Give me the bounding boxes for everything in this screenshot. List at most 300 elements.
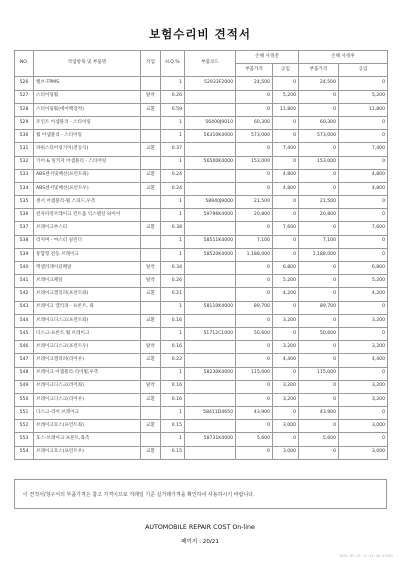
- cell-after-labor: 0: [339, 130, 388, 143]
- table-row: [15, 90, 388, 103]
- notice-text: 이 견적서/청구서의 부품가격은 참고 가격이므로 거래일 기준 실거래가격을 확인하여 사용하시기 바랍니다.: [23, 491, 255, 498]
- cell-no: 549: [15, 380, 34, 393]
- cell-part-code: 59796K4000: [185, 209, 236, 222]
- cell-work: [141, 407, 161, 420]
- cell-no: 537: [15, 222, 34, 235]
- cell-hq: 1: [161, 130, 185, 143]
- cell-part-code: 51712C1000: [185, 327, 236, 340]
- header-before-parts: 부품가격: [236, 64, 273, 77]
- cell-after-parts: 1,188,000: [299, 248, 339, 261]
- cell-item: 호스-브레이크 프론트,좌측: [34, 433, 141, 446]
- cell-after-labor: 11,800: [339, 103, 388, 116]
- cell-before-labor: 5,200: [273, 90, 299, 103]
- cell-item: 리저버 - 마스터 실린더: [34, 235, 141, 248]
- cell-after-labor: 3,200: [339, 380, 388, 393]
- cell-before-labor: 0: [273, 248, 299, 261]
- cell-work: [141, 209, 161, 222]
- cell-part-code: [185, 288, 236, 301]
- cell-after-parts: 0: [299, 169, 339, 182]
- cell-hq: 0.22: [161, 354, 185, 367]
- table-row: [15, 248, 388, 261]
- cell-hq: 0.16: [161, 393, 185, 406]
- cell-hq: 1: [161, 248, 185, 261]
- cell-item: 브레이크디스크(프런트좌): [34, 314, 141, 327]
- cell-part-code: [185, 380, 236, 393]
- cell-after-parts: 43,900: [299, 407, 339, 420]
- table-row: [15, 420, 388, 433]
- cell-work: 탈착: [141, 90, 161, 103]
- cell-part-code: [185, 90, 236, 103]
- cell-after-parts: 0: [299, 90, 339, 103]
- header-before-group: 손해 사정전: [236, 51, 299, 64]
- cell-no: 541: [15, 275, 34, 288]
- cell-after-parts: 50,600: [299, 327, 339, 340]
- cell-before-parts: 7,100: [236, 235, 273, 248]
- cell-hq: 0.24: [161, 169, 185, 182]
- cell-before-parts: 60,300: [236, 116, 273, 129]
- cell-after-parts: 21,500: [299, 196, 339, 209]
- cell-no: 535: [15, 196, 34, 209]
- cell-after-parts: 7,100: [299, 235, 339, 248]
- cell-part-code: [185, 169, 236, 182]
- cell-after-labor: 0: [339, 367, 388, 380]
- cell-after-labor: 0: [339, 77, 388, 90]
- cell-hq: 0.59: [161, 103, 185, 116]
- cell-item: 기어 & 링키지 어셈블리 - 스티어링: [34, 156, 141, 169]
- cell-before-parts: 0: [236, 143, 273, 156]
- cell-before-labor: 3,200: [273, 314, 299, 327]
- cell-after-labor: 0: [339, 196, 388, 209]
- cell-item: 조인트 어셈블리 - 스티어링: [34, 116, 141, 129]
- cell-item: 브레이크캘리퍼(리어우): [34, 354, 141, 367]
- table-row: [15, 354, 388, 367]
- cell-part-code: [185, 314, 236, 327]
- cell-before-labor: 0: [273, 407, 299, 420]
- cell-item: 통합형 전동 브레이크: [34, 248, 141, 261]
- cell-no: 554: [15, 446, 34, 459]
- cell-hq: 0.38: [161, 222, 185, 235]
- cell-after-labor: 0: [339, 301, 388, 314]
- cell-before-parts: 0: [236, 275, 273, 288]
- cell-after-labor: 0: [339, 407, 388, 420]
- cell-part-code: [185, 103, 236, 116]
- cell-item: ABS센서및배선(프런트우): [34, 182, 141, 195]
- cell-before-labor: 4,800: [273, 182, 299, 195]
- table-row: [15, 380, 388, 393]
- cell-before-labor: 0: [273, 156, 299, 169]
- cell-before-labor: 4,400: [273, 354, 299, 367]
- cell-item: 파워스티어링기어(전동식): [34, 143, 141, 156]
- cell-before-parts: 0: [236, 90, 273, 103]
- cell-work: [141, 156, 161, 169]
- cell-item: 디스크-프론트 휠 브레이크: [34, 327, 141, 340]
- cell-no: 530: [15, 130, 34, 143]
- cell-after-parts: 0: [299, 314, 339, 327]
- cell-before-labor: 0: [273, 367, 299, 380]
- cell-after-parts: 115,000: [299, 367, 339, 380]
- cell-part-code: [185, 182, 236, 195]
- cell-hq: 0.21: [161, 288, 185, 301]
- cell-work: 탈착: [141, 262, 161, 275]
- cell-before-parts: 20,800: [236, 209, 273, 222]
- cell-before-parts: 115,000: [236, 367, 273, 380]
- cell-before-parts: 1,188,000: [236, 248, 273, 261]
- cell-part-code: [185, 393, 236, 406]
- cell-item: 브레이크 어셈블리-리어휠,우측: [34, 367, 141, 380]
- cell-before-parts: 0: [236, 446, 273, 459]
- cell-before-parts: 24,500: [236, 77, 273, 90]
- cell-after-parts: 5,600: [299, 433, 339, 446]
- table-body: [15, 77, 388, 459]
- cell-hq: 0.16: [161, 314, 185, 327]
- cell-after-parts: 0: [299, 182, 339, 195]
- cell-after-parts: 0: [299, 143, 339, 156]
- cell-hq: 0.24: [161, 182, 185, 195]
- cell-before-labor: 7,600: [273, 222, 299, 235]
- cell-item: 휠 어셈블리 - 스티어링: [34, 130, 141, 143]
- notice-box: [14, 479, 387, 509]
- cell-part-code: [185, 420, 236, 433]
- cell-item: 브레이크부스터: [34, 222, 141, 235]
- cell-after-parts: 0: [299, 446, 339, 459]
- cell-before-parts: 0: [236, 169, 273, 182]
- table-row: [15, 433, 388, 446]
- cell-work: 탈착: [141, 380, 161, 393]
- cell-part-code: [185, 446, 236, 459]
- cell-hq: 0.16: [161, 380, 185, 393]
- table-row: [15, 222, 388, 235]
- cell-part-code: 58511K4000: [185, 235, 236, 248]
- cell-after-labor: 4,800: [339, 182, 388, 195]
- cell-part-code: 56310K4000: [185, 130, 236, 143]
- cell-hq: 1: [161, 77, 185, 90]
- cell-hq: 0.15: [161, 420, 185, 433]
- cell-item: 브레이크호스(프런트우): [34, 446, 141, 459]
- cell-work: [141, 235, 161, 248]
- cell-after-parts: 0: [299, 222, 339, 235]
- cell-work: [141, 130, 161, 143]
- page-number: 페이지 : 20/21: [181, 539, 219, 545]
- footer-title: AUTOMOBILE REPAIR COST On-line: [145, 524, 255, 531]
- cell-work: [141, 116, 161, 129]
- cell-no: 540: [15, 262, 34, 275]
- cell-hq: 1: [161, 433, 185, 446]
- cell-hq: 0.16: [161, 341, 185, 354]
- cell-hq: 1: [161, 116, 185, 129]
- cell-no: 548: [15, 367, 34, 380]
- cell-before-parts: 0: [236, 103, 273, 116]
- cell-after-labor: 4,800: [339, 169, 388, 182]
- cell-no: 529: [15, 116, 34, 129]
- cell-before-parts: 0: [236, 314, 273, 327]
- cell-before-parts: 0: [236, 262, 273, 275]
- cell-after-labor: 3,200: [339, 393, 388, 406]
- cell-work: 교환: [141, 354, 161, 367]
- cell-after-parts: 0: [299, 103, 339, 116]
- cell-after-parts: 20,800: [299, 209, 339, 222]
- cell-no: 534: [15, 182, 34, 195]
- cell-no: 538: [15, 235, 34, 248]
- cell-before-labor: 6,800: [273, 262, 299, 275]
- table-row: [15, 77, 388, 90]
- table-row: [15, 367, 388, 380]
- cell-after-labor: 0: [339, 156, 388, 169]
- cell-no: 532: [15, 156, 34, 169]
- cell-hq: 0.26: [161, 90, 185, 103]
- table-row: [15, 275, 388, 288]
- cell-item: 브레이크캘리퍼(프런트좌): [34, 288, 141, 301]
- cell-no: 531: [15, 143, 34, 156]
- cell-before-parts: 0: [236, 182, 273, 195]
- cell-work: 탈착: [141, 341, 161, 354]
- cell-item: 디스크-리어 브레이크: [34, 407, 141, 420]
- cell-no: 547: [15, 354, 34, 367]
- cell-item: 브레이크디스크(리어좌): [34, 380, 141, 393]
- cell-part-code: [185, 262, 236, 275]
- cell-after-labor: 0: [339, 433, 388, 446]
- cell-before-parts: 0: [236, 222, 273, 235]
- cell-hq: 1: [161, 327, 185, 340]
- cell-no: 526: [15, 77, 34, 90]
- table-row: [15, 301, 388, 314]
- cell-item: 브레이크디스크(프런트우): [34, 341, 141, 354]
- cell-after-parts: 0: [299, 380, 339, 393]
- cell-after-labor: 4,200: [339, 288, 388, 301]
- cell-after-parts: 89,700: [299, 301, 339, 314]
- cell-item: 브레이크호스(프런트좌): [34, 420, 141, 433]
- cell-part-code: 58230K4000: [185, 367, 236, 380]
- header-item: 작업항목 및 부품명: [34, 51, 141, 77]
- cell-part-code: [185, 341, 236, 354]
- cell-no: 545: [15, 327, 34, 340]
- cell-after-parts: 153,000: [299, 156, 339, 169]
- table-row: [15, 143, 388, 156]
- cell-hq: 1: [161, 301, 185, 314]
- cell-hq: 1: [161, 367, 185, 380]
- cell-no: 527: [15, 90, 34, 103]
- cell-before-labor: 0: [273, 433, 299, 446]
- cell-after-parts: 0: [299, 393, 339, 406]
- cell-work: 교환: [141, 143, 161, 156]
- table-row: [15, 169, 388, 182]
- cell-hq: 0.15: [161, 446, 185, 459]
- cell-before-labor: 0: [273, 196, 299, 209]
- cell-no: 533: [15, 169, 34, 182]
- cell-part-code: 56400J9010: [185, 116, 236, 129]
- estimate-table: [14, 50, 388, 460]
- cell-before-labor: 7,400: [273, 143, 299, 156]
- cell-after-parts: 60,300: [299, 116, 339, 129]
- table-row: [15, 262, 388, 275]
- cell-part-code: [185, 143, 236, 156]
- cell-work: [141, 248, 161, 261]
- table-row: [15, 103, 388, 116]
- header-no: NO.: [15, 51, 34, 77]
- cell-before-labor: 3,200: [273, 380, 299, 393]
- cell-hq: 1: [161, 156, 185, 169]
- cell-hq: 1: [161, 407, 185, 420]
- table-row: [15, 130, 388, 143]
- table-row: [15, 327, 388, 340]
- cell-after-labor: 5,200: [339, 90, 388, 103]
- cell-item: 스티어링휠(에어백장착): [34, 103, 141, 116]
- cell-before-parts: 0: [236, 341, 273, 354]
- cell-after-parts: 0: [299, 420, 339, 433]
- cell-work: [141, 301, 161, 314]
- cell-hq: 1: [161, 209, 185, 222]
- cell-no: 528: [15, 103, 34, 116]
- cell-hq: 1: [161, 235, 185, 248]
- cell-before-labor: 4,200: [273, 288, 299, 301]
- cell-item: 브레이크 캘리퍼 - 프론트, 좌: [34, 301, 141, 314]
- cell-before-labor: 4,800: [273, 169, 299, 182]
- cell-part-code: [185, 275, 236, 288]
- header-hq: H.Q.%: [161, 51, 185, 77]
- cell-before-labor: 5,200: [273, 275, 299, 288]
- cell-work: [141, 367, 161, 380]
- table-row: [15, 288, 388, 301]
- table-row: [15, 446, 388, 459]
- cell-after-parts: 0: [299, 341, 339, 354]
- print-timestamp: 2025-03-19 11:54:40 KTS81: [338, 554, 393, 558]
- cell-after-labor: 6,800: [339, 262, 388, 275]
- cell-no: 543: [15, 301, 34, 314]
- cell-before-labor: 0: [273, 301, 299, 314]
- cell-work: 교환: [141, 103, 161, 116]
- cell-work: 교환: [141, 393, 161, 406]
- cell-item: 브레이크디스크(리어우): [34, 393, 141, 406]
- cell-hq: 1: [161, 196, 185, 209]
- cell-part-code: 52933F2000: [185, 77, 236, 90]
- cell-after-labor: 0: [339, 248, 388, 261]
- cell-no: 539: [15, 248, 34, 261]
- cell-before-labor: 3,000: [273, 446, 299, 459]
- document-title: 보험수리비 견적서: [149, 27, 251, 41]
- cell-hq: 0.34: [161, 262, 185, 275]
- cell-before-parts: 21,500: [236, 196, 273, 209]
- cell-no: 553: [15, 433, 34, 446]
- cell-work: 교환: [141, 288, 161, 301]
- cell-after-labor: 3,200: [339, 314, 388, 327]
- cell-before-labor: 0: [273, 77, 299, 90]
- cell-work: 탈착: [141, 275, 161, 288]
- cell-part-code: 58110K4000: [185, 301, 236, 314]
- cell-after-labor: 7,600: [339, 222, 388, 235]
- cell-after-labor: 0: [339, 327, 388, 340]
- cell-part-code: 58731K4000: [185, 433, 236, 446]
- table-row: [15, 156, 388, 169]
- cell-after-labor: 0: [339, 116, 388, 129]
- cell-before-parts: 0: [236, 420, 273, 433]
- cell-part-code: 58411D4650: [185, 407, 236, 420]
- cell-after-labor: 7,400: [339, 143, 388, 156]
- table-row: [15, 393, 388, 406]
- cell-no: 551: [15, 407, 34, 420]
- table-row: [15, 116, 388, 129]
- cell-before-labor: 0: [273, 327, 299, 340]
- cell-before-parts: 0: [236, 354, 273, 367]
- cell-part-code: [185, 354, 236, 367]
- cell-no: 546: [15, 341, 34, 354]
- cell-hq: 0.37: [161, 143, 185, 156]
- cell-item: 전자파킹브레이크 컨트롤 익스텐션 와이어: [34, 209, 141, 222]
- cell-item: 브레이크페달: [34, 275, 141, 288]
- cell-after-labor: 3,200: [339, 341, 388, 354]
- header-after-parts: 부품가격: [299, 64, 339, 77]
- cell-after-parts: 573,000: [299, 130, 339, 143]
- cell-before-parts: 43,900: [236, 407, 273, 420]
- cell-work: 교환: [141, 446, 161, 459]
- cell-work: 교환: [141, 420, 161, 433]
- cell-before-labor: 0: [273, 130, 299, 143]
- cell-before-parts: 5,600: [236, 433, 273, 446]
- cell-work: 교환: [141, 169, 161, 182]
- cell-no: 552: [15, 420, 34, 433]
- cell-work: 교환: [141, 182, 161, 195]
- cell-before-labor: 0: [273, 116, 299, 129]
- cell-after-parts: 24,500: [299, 77, 339, 90]
- header-after-group: 손해 사정후: [299, 51, 388, 64]
- cell-no: 550: [15, 393, 34, 406]
- cell-item: 스티어링휠: [34, 90, 141, 103]
- table-row: [15, 182, 388, 195]
- table-row: [15, 209, 388, 222]
- cell-after-labor: 4,400: [339, 354, 388, 367]
- cell-before-parts: 0: [236, 288, 273, 301]
- cell-work: [141, 77, 161, 90]
- header-work: 작업: [141, 51, 161, 77]
- cell-no: 542: [15, 288, 34, 301]
- cell-part-code: 58940J9000: [185, 196, 236, 209]
- cell-before-labor: 3,200: [273, 393, 299, 406]
- table-row: [15, 235, 388, 248]
- cell-item: ABS센서및배선(프런트좌): [34, 169, 141, 182]
- cell-before-parts: 0: [236, 393, 273, 406]
- cell-work: [141, 196, 161, 209]
- cell-work: 교환: [141, 222, 161, 235]
- cell-hq: 0.26: [161, 275, 185, 288]
- header-after-labor: 공임: [339, 64, 388, 77]
- header-before-labor: 공임: [273, 64, 299, 77]
- cell-no: 544: [15, 314, 34, 327]
- cell-after-labor: 0: [339, 209, 388, 222]
- cell-before-parts: 573,000: [236, 130, 273, 143]
- cell-part-code: 56500K4000: [185, 156, 236, 169]
- cell-before-labor: 3,000: [273, 420, 299, 433]
- cell-after-labor: 3,000: [339, 420, 388, 433]
- cell-before-parts: 153,000: [236, 156, 273, 169]
- cell-before-parts: 89,700: [236, 301, 273, 314]
- cell-after-labor: 5,200: [339, 275, 388, 288]
- cell-after-parts: 0: [299, 275, 339, 288]
- cell-item: 액셀러레이터페달: [34, 262, 141, 275]
- cell-item: 센서 어셈블리-휠 스피드,우측: [34, 196, 141, 209]
- table-row: [15, 196, 388, 209]
- cell-before-labor: 0: [273, 235, 299, 248]
- cell-before-labor: 0: [273, 209, 299, 222]
- cell-no: 536: [15, 209, 34, 222]
- cell-work: [141, 327, 161, 340]
- cell-after-labor: 3,000: [339, 446, 388, 459]
- table-row: [15, 314, 388, 327]
- cell-before-labor: 3,200: [273, 341, 299, 354]
- cell-part-code: 58520K4000: [185, 248, 236, 261]
- cell-after-parts: 0: [299, 354, 339, 367]
- cell-after-parts: 0: [299, 288, 339, 301]
- cell-before-parts: 50,600: [236, 327, 273, 340]
- cell-after-parts: 0: [299, 262, 339, 275]
- table-row: [15, 407, 388, 420]
